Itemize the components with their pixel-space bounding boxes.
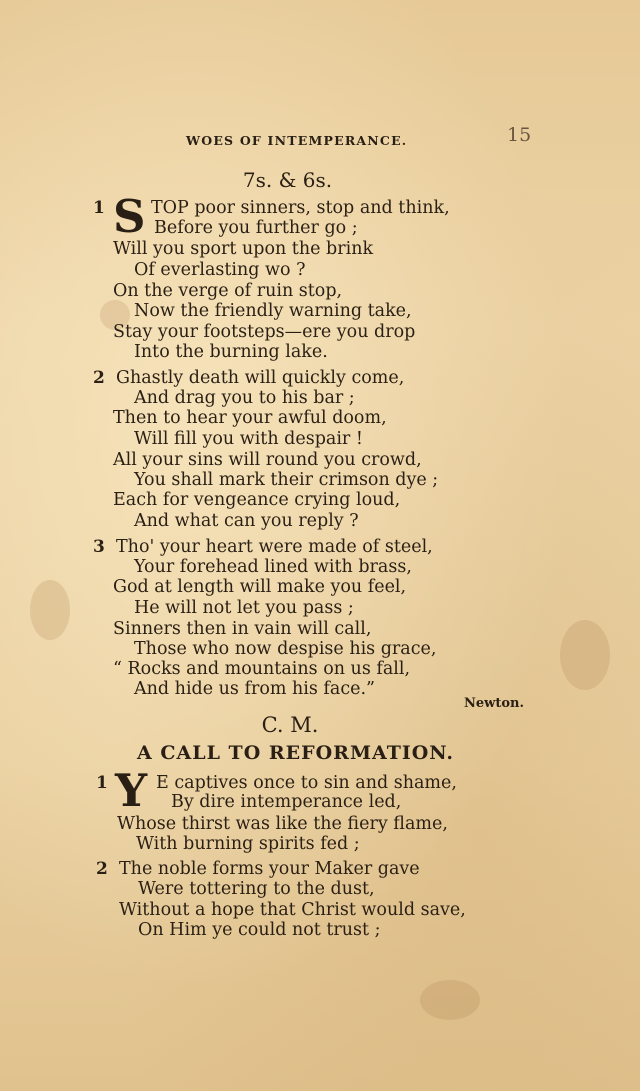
verse-line: Will you sport upon the brink bbox=[113, 239, 374, 259]
verse-line: Will fill you with despair ! bbox=[134, 429, 363, 449]
verse-line: On the verge of ruin stop, bbox=[113, 281, 343, 301]
verse-line: On Him ye could not trust ; bbox=[138, 920, 381, 940]
verse-line: And hide us from his face.” bbox=[134, 679, 376, 699]
verse-line: Each for vengeance crying loud, bbox=[113, 490, 401, 510]
verse-line: Before you further go ; bbox=[154, 218, 358, 238]
verse-line: Those who now despise his grace, bbox=[134, 639, 437, 659]
verse-line: “ Rocks and mountains on us fall, bbox=[113, 659, 411, 679]
verse-line: With burning spirits fed ; bbox=[136, 834, 360, 854]
drop-cap: S bbox=[113, 190, 146, 243]
verse-line: The noble forms your Maker gave bbox=[119, 859, 420, 879]
verse-line: He will not let you pass ; bbox=[134, 598, 354, 618]
drop-cap: Y bbox=[115, 764, 148, 817]
stanza-number: 2 bbox=[96, 859, 108, 879]
verse-line: Sinners then in vain will call, bbox=[113, 619, 372, 639]
hymn1-attribution: Newton. bbox=[464, 696, 524, 711]
stanza-number: 1 bbox=[96, 773, 108, 793]
hymn2-title: A CALL TO REFORMATION. bbox=[137, 742, 455, 764]
running-head: WOES OF INTEMPERANCE. bbox=[186, 133, 408, 148]
verse-line: Now the friendly warning take, bbox=[134, 301, 412, 321]
hymn1-meter: 7s. & 6s. bbox=[242, 168, 333, 192]
verse-line: Tho' your heart were made of steel, bbox=[116, 537, 433, 557]
verse-line: Without a hope that Christ would save, bbox=[119, 900, 466, 920]
verse-line: Stay your footsteps—ere you drop bbox=[113, 322, 416, 342]
verse-line: Your forehead lined with brass, bbox=[134, 557, 412, 577]
verse-line: Into the burning lake. bbox=[134, 342, 328, 362]
verse-line: God at length will make you feel, bbox=[113, 577, 407, 597]
verse-line: By dire intemperance led, bbox=[171, 792, 402, 812]
verse-line: All your sins will round you crowd, bbox=[113, 450, 422, 470]
verse-line: E captives once to sin and shame, bbox=[156, 773, 457, 793]
verse-line: Whose thirst was like the fiery flame, bbox=[117, 814, 448, 834]
verse-line: Then to hear your awful doom, bbox=[113, 408, 387, 428]
verse-line: And what can you reply ? bbox=[134, 511, 359, 531]
verse-line: Ghastly death will quickly come, bbox=[116, 368, 405, 388]
verse-line: Were tottering to the dust, bbox=[138, 879, 375, 899]
stanza-number: 2 bbox=[93, 368, 105, 388]
stanza-number: 3 bbox=[93, 537, 105, 557]
verse-line: TOP poor sinners, stop and think, bbox=[151, 198, 450, 218]
stanza-number: 1 bbox=[93, 198, 105, 218]
verse-line: Of everlasting wo ? bbox=[134, 260, 306, 280]
page-number: 15 bbox=[507, 124, 532, 146]
verse-line: And drag you to his bar ; bbox=[134, 388, 355, 408]
verse-line: You shall mark their crimson dye ; bbox=[134, 470, 439, 490]
hymn2-meter: C. M. bbox=[261, 713, 319, 737]
